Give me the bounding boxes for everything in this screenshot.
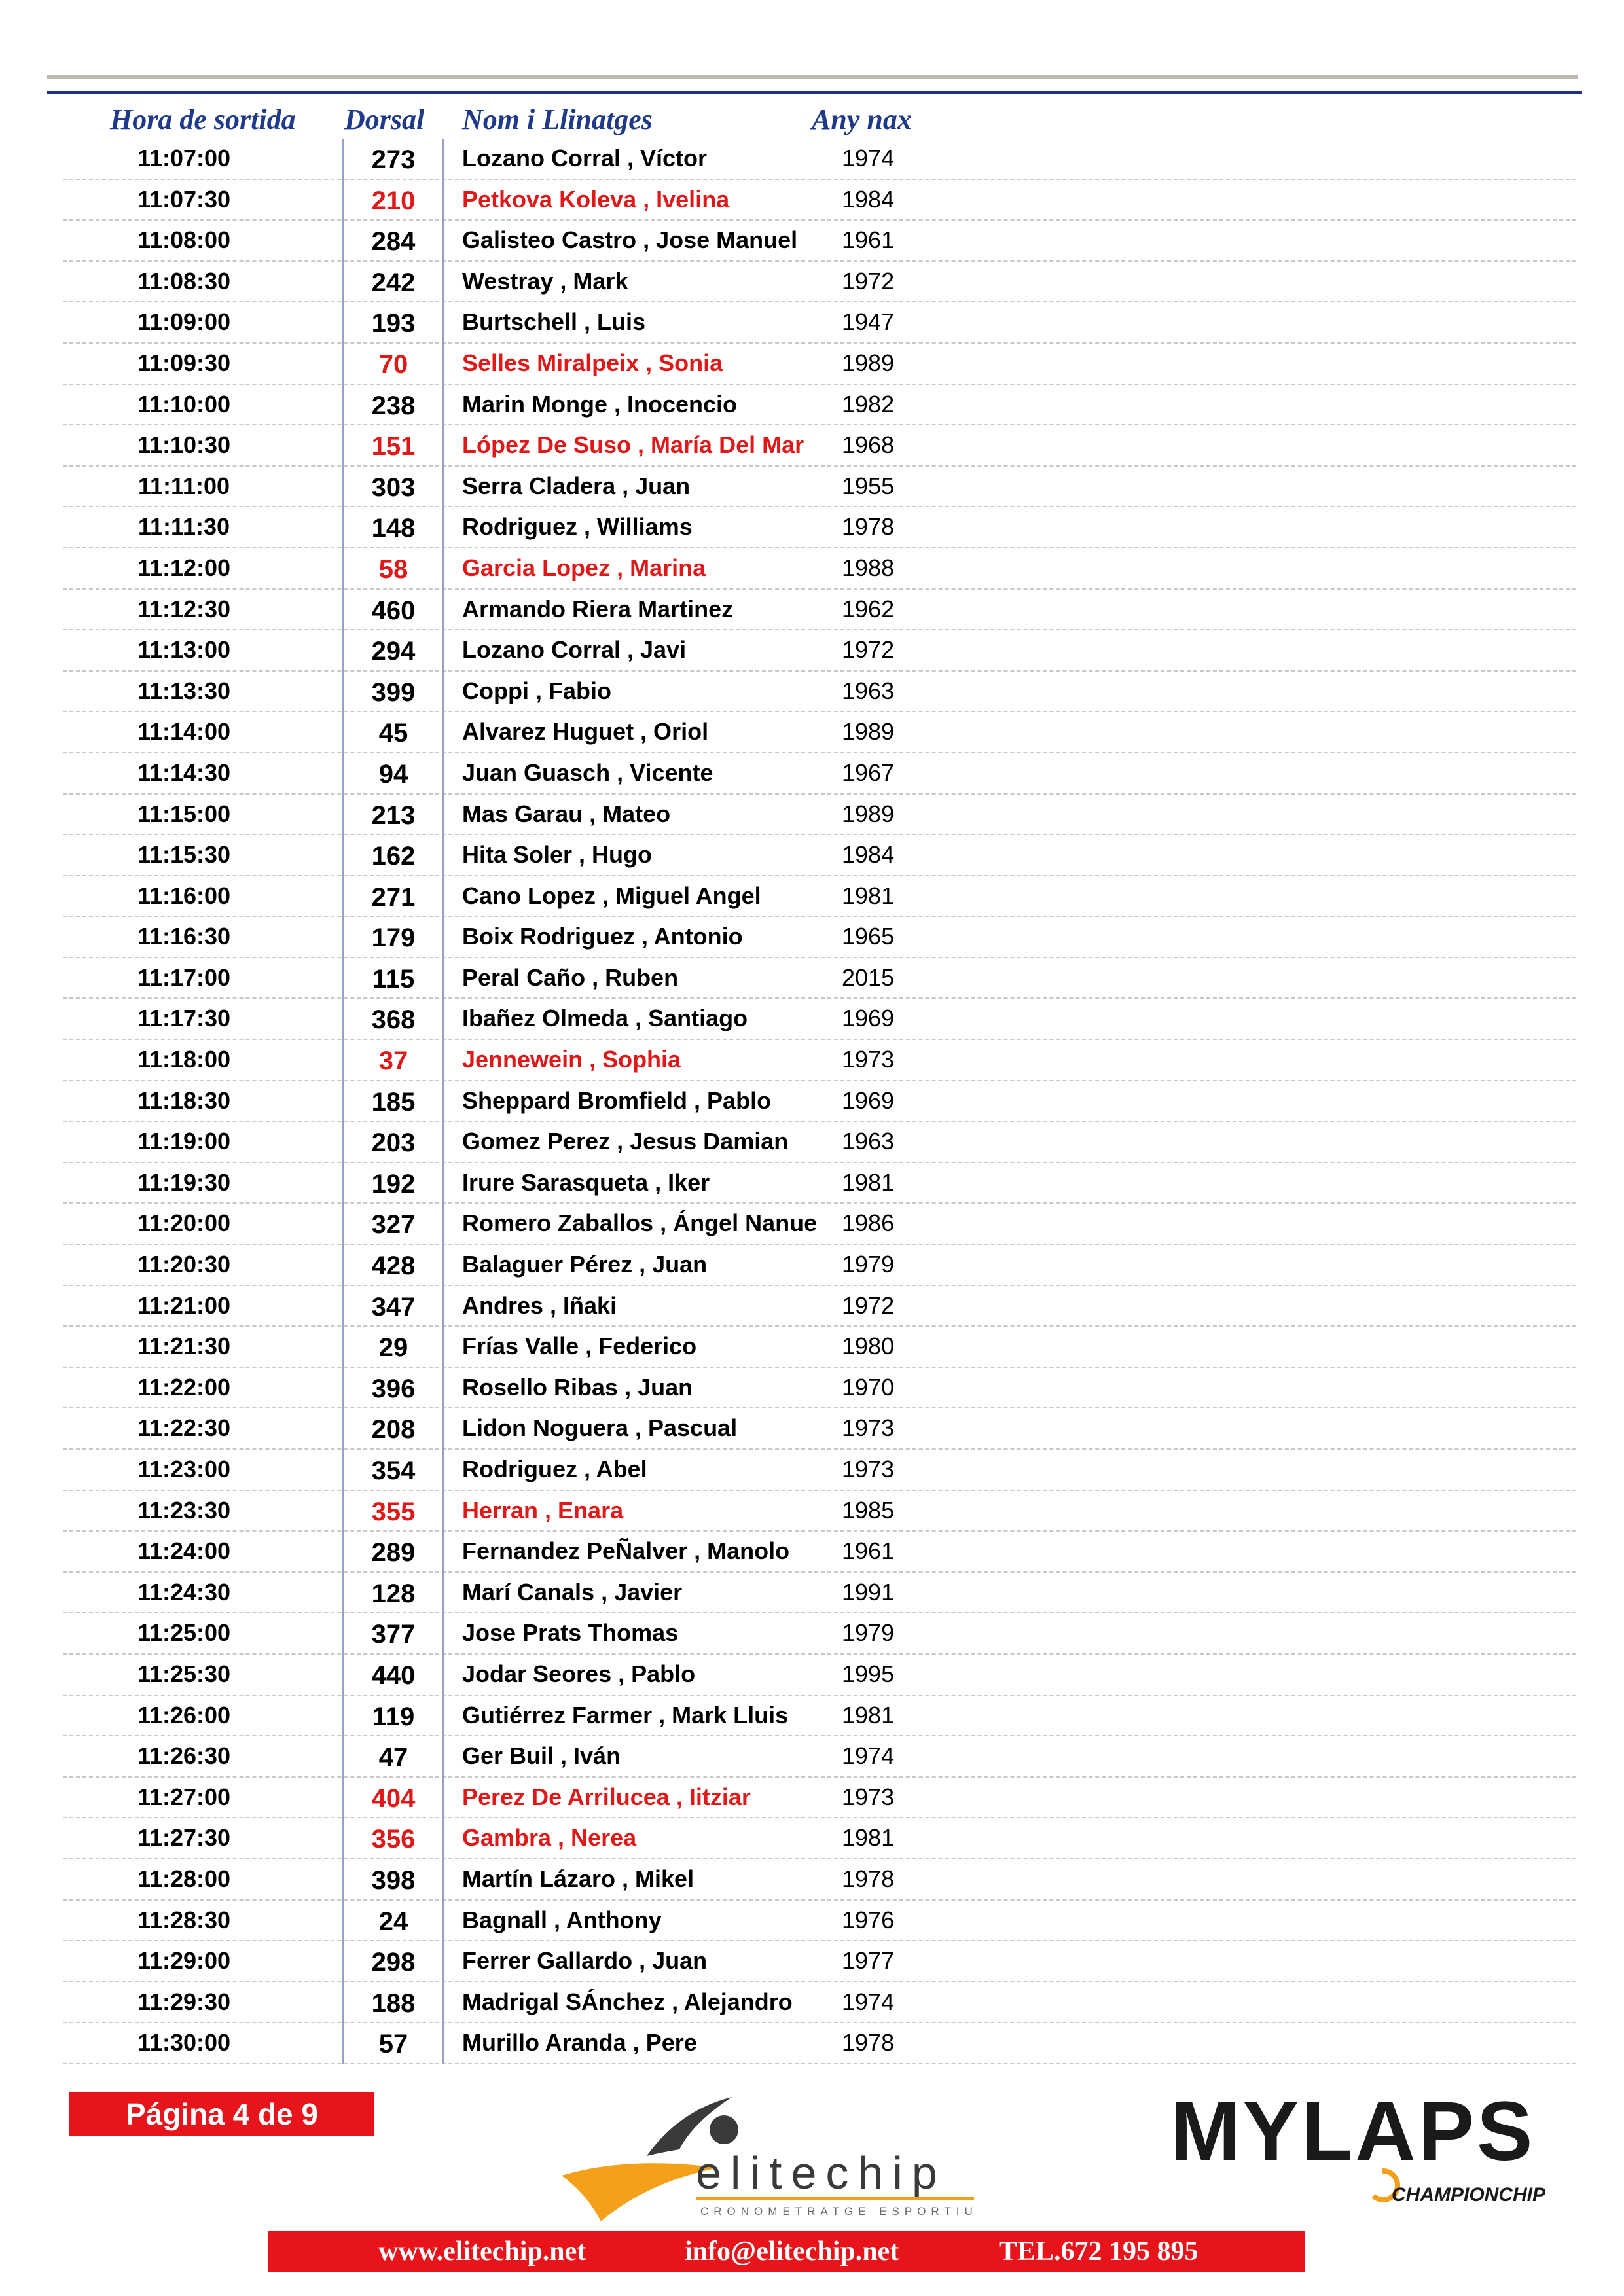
table-row: [63, 425, 1576, 467]
elitechip-swoosh-orange: [562, 2163, 719, 2221]
birth-year: 1976: [842, 1906, 895, 1933]
bib-number: 399: [342, 672, 444, 713]
bib-number: 193: [342, 302, 444, 344]
start-list-table: [0, 139, 1624, 2064]
bib-number: 327: [342, 1204, 444, 1245]
footer-contact-bar: [268, 2231, 1305, 2272]
start-time: 11:27:30: [137, 1824, 231, 1852]
participant-name: Westray , Mark: [462, 267, 628, 295]
bib-number: 440: [342, 1655, 444, 1696]
bib-number: 192: [342, 1163, 444, 1204]
start-time: 11:23:00: [137, 1456, 231, 1482]
start-time: 11:10:00: [137, 390, 231, 418]
birth-year: 1974: [842, 145, 895, 171]
table-row: [63, 344, 1576, 385]
table-row: [63, 590, 1576, 631]
start-time: 11:10:30: [137, 431, 231, 459]
table-row: [63, 958, 1576, 999]
start-time: 11:11:30: [137, 513, 230, 541]
start-time: 11:21:30: [137, 1333, 231, 1360]
footer-email-link[interactable]: info@elitechip.net: [685, 2236, 899, 2267]
participant-name: Peral Caño , Ruben: [462, 963, 679, 991]
birth-year: 1995: [842, 1660, 895, 1687]
birth-year: 1974: [842, 1742, 895, 1770]
table-row: [63, 1573, 1576, 1614]
participant-name: Jodar Seores , Pablo: [462, 1660, 696, 1687]
page-number-badge: Página 4 de 9: [69, 2092, 374, 2136]
bib-number: 208: [342, 1408, 444, 1450]
table-row: [63, 1040, 1576, 1081]
start-time: 11:14:00: [137, 718, 231, 745]
participant-name: Hita Soler , Hugo: [462, 841, 653, 869]
participant-name: Romero Zaballos , Ángel Nanue: [462, 1210, 818, 1237]
top-rule-blue: [47, 91, 1582, 94]
participant-name: Rodriguez , Abel: [462, 1456, 647, 1482]
birth-year: 1988: [842, 554, 895, 581]
participant-name: Rodriguez , Williams: [462, 513, 693, 541]
birth-year: 1985: [842, 1496, 895, 1524]
participant-name: Andres , Iñaki: [462, 1291, 617, 1319]
bib-number: 298: [342, 1941, 444, 1982]
participant-name: Juan Guasch , Vicente: [462, 759, 713, 786]
start-time: 11:22:00: [137, 1373, 231, 1401]
bib-number: 203: [342, 1122, 444, 1163]
bib-number: 289: [342, 1532, 444, 1573]
birth-year: 1979: [842, 1251, 895, 1278]
birth-year: 1972: [842, 267, 895, 295]
bib-number: 119: [342, 1696, 444, 1737]
table-row: [63, 1163, 1576, 1204]
participant-name: Mas Garau , Mateo: [462, 800, 671, 827]
start-time: 11:09:30: [137, 349, 231, 376]
start-time: 11:30:00: [137, 2029, 231, 2056]
participant-name: Ibañez Olmeda , Santiago: [462, 1005, 748, 1032]
table-row: [63, 1368, 1576, 1409]
bib-number: 29: [342, 1327, 444, 1368]
column-headers: [0, 99, 1624, 140]
table-row: [63, 139, 1576, 180]
start-time: 11:08:00: [137, 226, 231, 254]
elitechip-logo: [549, 2084, 994, 2241]
table-row: [63, 1778, 1576, 1819]
elitechip-wordmark: elitechip: [696, 2147, 947, 2198]
table-row: [63, 1286, 1576, 1327]
table-row: [63, 1245, 1576, 1286]
birth-year: 1991: [842, 1578, 895, 1605]
birth-year: 2015: [842, 963, 895, 991]
participant-name: Ger Buil , Iván: [462, 1742, 621, 1770]
mylaps-wordmark: MYLAPS: [1170, 2091, 1536, 2178]
participant-name: Fernandez PeÑalver , Manolo: [462, 1537, 790, 1565]
participant-name: Ferrer Gallardo , Juan: [462, 1947, 708, 1975]
bib-number: 356: [342, 1818, 444, 1859]
table-row: [63, 917, 1576, 958]
bib-number: 37: [342, 1040, 444, 1081]
participant-name: Petkova Koleva , Ivelina: [462, 185, 730, 213]
start-time: 11:25:00: [137, 1619, 231, 1647]
participant-name: Martín Lázaro , Mikel: [462, 1865, 695, 1892]
bib-number: 58: [342, 548, 444, 590]
mylaps-logo: [1165, 2091, 1571, 2222]
bib-number: 47: [342, 1736, 444, 1778]
participant-name: Lozano Corral , Javi: [462, 636, 687, 664]
participant-name: Balaguer Pérez , Juan: [462, 1251, 708, 1278]
header-bib: Dorsal: [344, 103, 425, 135]
bib-number: 294: [342, 630, 444, 672]
participant-name: Perez De Arrilucea , Iitziar: [462, 1783, 751, 1810]
elitechip-subtitle: CRONOMETRATGE ESPORTIU: [700, 2205, 978, 2217]
start-time: 11:07:00: [137, 145, 231, 171]
birth-year: 1963: [842, 677, 895, 704]
table-row: [63, 876, 1576, 918]
start-time: 11:25:30: [137, 1660, 231, 1687]
table-row: [63, 1901, 1576, 1942]
participant-name: Alvarez Huguet , Oriol: [462, 718, 709, 745]
birth-year: 1980: [842, 1333, 895, 1360]
table-row: [63, 1818, 1576, 1859]
table-row: [63, 385, 1576, 426]
table-row: [63, 1491, 1576, 1532]
start-time: 11:29:00: [137, 1947, 231, 1975]
birth-year: 1969: [842, 1086, 895, 1114]
birth-year: 1969: [842, 1005, 895, 1032]
birth-year: 1973: [842, 1783, 895, 1810]
participant-name: Gutiérrez Farmer , Mark Lluis: [462, 1701, 789, 1729]
participant-name: Jennewein , Sophia: [462, 1046, 681, 1073]
header-birth-year: Any nax: [812, 103, 912, 135]
bib-number: 94: [342, 753, 444, 795]
start-time: 11:14:30: [137, 759, 231, 786]
start-time: 11:08:30: [137, 267, 231, 295]
bib-number: 368: [342, 999, 444, 1040]
bib-number: 57: [342, 2023, 444, 2064]
table-row: [63, 302, 1576, 344]
table-row: [63, 1613, 1576, 1655]
start-time: 11:24:00: [137, 1537, 231, 1565]
participant-name: Selles Miralpeix , Sonia: [462, 349, 723, 376]
table-row: [63, 999, 1576, 1040]
start-time: 11:26:00: [137, 1701, 231, 1729]
participant-name: Gomez Perez , Jesus Damian: [462, 1128, 789, 1155]
bib-number: 151: [342, 425, 444, 467]
table-row: [63, 1696, 1576, 1737]
bib-number: 179: [342, 917, 444, 958]
table-row: [63, 1204, 1576, 1245]
start-time: 11:09:00: [137, 308, 231, 336]
birth-year: 1977: [842, 1947, 895, 1975]
bib-number: 213: [342, 795, 444, 836]
bib-number: 377: [342, 1613, 444, 1655]
start-time: 11:07:30: [137, 185, 231, 213]
table-row: [63, 1450, 1576, 1491]
table-row: [63, 1736, 1576, 1778]
bib-number: 404: [342, 1778, 444, 1819]
birth-year: 1978: [842, 513, 895, 541]
participant-name: Serra Cladera , Juan: [462, 472, 691, 499]
table-row: [63, 1081, 1576, 1122]
participant-name: Marí Canals , Javier: [462, 1578, 683, 1605]
bib-number: 396: [342, 1368, 444, 1409]
birth-year: 1967: [842, 759, 895, 786]
participant-name: Boix Rodriguez , Antonio: [462, 923, 743, 950]
start-time: 11:15:00: [137, 800, 231, 827]
birth-year: 1955: [842, 472, 895, 499]
start-time: 11:18:00: [137, 1046, 231, 1073]
birth-year: 1965: [842, 923, 895, 950]
birth-year: 1986: [842, 1210, 895, 1237]
header-name: Nom i Llinatges: [462, 103, 653, 135]
birth-year: 1981: [842, 1168, 895, 1196]
start-time: 11:18:30: [137, 1086, 231, 1114]
birth-year: 1970: [842, 1373, 895, 1401]
table-row: [63, 1941, 1576, 1982]
table-row: [63, 712, 1576, 753]
bib-number: 148: [342, 507, 444, 548]
table-row: [63, 1327, 1576, 1368]
table-row: [63, 2023, 1576, 2064]
bib-number: 128: [342, 1573, 444, 1614]
table-row: [63, 262, 1576, 303]
participant-name: Armando Riera Martinez: [462, 595, 734, 622]
birth-year: 1974: [842, 1988, 895, 2015]
table-row: [63, 1859, 1576, 1901]
birth-year: 1989: [842, 718, 895, 745]
birth-year: 1961: [842, 1537, 895, 1565]
bib-number: 115: [342, 958, 444, 999]
table-row: [63, 835, 1576, 876]
bib-number: 70: [342, 344, 444, 385]
start-time: 11:27:00: [137, 1783, 231, 1810]
table-row: [63, 507, 1576, 548]
header-start-time: Hora de sortida: [110, 103, 296, 135]
participant-name: Cano Lopez , Miguel Angel: [462, 882, 761, 909]
participant-name: Gambra , Nerea: [462, 1824, 637, 1852]
birth-year: 1972: [842, 636, 895, 664]
table-row: [63, 1408, 1576, 1450]
birth-year: 1981: [842, 882, 895, 909]
birth-year: 1947: [842, 308, 895, 336]
start-time: 11:21:00: [137, 1291, 231, 1319]
championchip-wordmark: CHAMPIONCHIP: [1392, 2184, 1546, 2206]
bib-number: 428: [342, 1245, 444, 1286]
birth-year: 1989: [842, 349, 895, 376]
bib-number: 273: [342, 139, 444, 180]
start-time: 11:19:00: [137, 1128, 231, 1155]
table-row: [63, 672, 1576, 713]
bib-number: 210: [342, 180, 444, 221]
birth-year: 1973: [842, 1046, 895, 1073]
start-time: 11:13:00: [137, 636, 231, 664]
bib-number: 354: [342, 1450, 444, 1491]
birth-year: 1968: [842, 431, 895, 459]
start-time: 11:16:00: [137, 882, 231, 909]
start-time: 11:24:30: [137, 1578, 231, 1605]
participant-name: Burtschell , Luis: [462, 308, 646, 336]
start-time: 11:12:30: [137, 595, 231, 622]
bib-number: 271: [342, 876, 444, 918]
bib-number: 162: [342, 835, 444, 876]
start-time: 11:28:00: [137, 1865, 231, 1892]
birth-year: 1973: [842, 1414, 895, 1442]
start-time: 11:22:30: [137, 1414, 231, 1442]
participant-name: Lozano Corral , Víctor: [462, 145, 708, 171]
bib-number: 303: [342, 467, 444, 508]
participant-name: Lidon Noguera , Pascual: [462, 1414, 738, 1442]
start-time: 11:28:30: [137, 1906, 231, 1933]
participant-name: Rosello Ribas , Juan: [462, 1373, 693, 1401]
bib-number: 284: [342, 221, 444, 262]
table-row: [63, 180, 1576, 221]
start-time: 11:23:30: [137, 1496, 231, 1524]
birth-year: 1984: [842, 841, 895, 869]
participant-name: Galisteo Castro , Jose Manuel: [462, 226, 798, 254]
start-time: 11:26:30: [137, 1742, 231, 1770]
bib-number: 24: [342, 1901, 444, 1942]
start-time: 11:11:00: [137, 472, 230, 499]
table-row: [63, 795, 1576, 836]
start-time: 11:20:30: [137, 1251, 231, 1278]
bib-number: 398: [342, 1859, 444, 1901]
birth-year: 1978: [842, 1865, 895, 1892]
participant-name: Herran , Enara: [462, 1496, 624, 1524]
participant-name: Sheppard Bromfield , Pablo: [462, 1086, 772, 1114]
table-row: [63, 221, 1576, 262]
participant-name: Frías Valle , Federico: [462, 1333, 697, 1360]
start-time: 11:20:00: [137, 1210, 231, 1237]
birth-year: 1982: [842, 390, 895, 418]
bib-number: 238: [342, 385, 444, 426]
participant-name: López De Suso , María Del Mar: [462, 431, 804, 459]
footer-website-link[interactable]: www.elitechip.net: [378, 2236, 586, 2267]
bib-number: 188: [342, 1982, 444, 2024]
start-time: 11:29:30: [137, 1988, 231, 2015]
table-row: [63, 548, 1576, 590]
start-time: 11:19:30: [137, 1168, 231, 1196]
birth-year: 1961: [842, 226, 895, 254]
participant-name: Irure Sarasqueta , Iker: [462, 1168, 710, 1196]
participant-name: Garcia Lopez , Marina: [462, 554, 706, 581]
birth-year: 1973: [842, 1456, 895, 1482]
table-row: [63, 1982, 1576, 2024]
footer-phone: TEL.672 195 895: [999, 2236, 1199, 2267]
start-time: 11:17:30: [137, 1005, 231, 1032]
start-time: 11:17:00: [137, 963, 231, 991]
bib-number: 347: [342, 1286, 444, 1327]
table-row: [63, 1122, 1576, 1163]
birth-year: 1981: [842, 1824, 895, 1852]
table-row: [63, 467, 1576, 508]
participant-name: Bagnall , Anthony: [462, 1906, 662, 1933]
start-time: 11:12:00: [137, 554, 231, 581]
participant-name: Murillo Aranda , Pere: [462, 2029, 697, 2056]
bib-number: 45: [342, 712, 444, 753]
table-row: [63, 1532, 1576, 1573]
birth-year: 1984: [842, 185, 895, 213]
start-time: 11:16:30: [137, 923, 231, 950]
birth-year: 1989: [842, 800, 895, 827]
birth-year: 1979: [842, 1619, 895, 1647]
bib-number: 242: [342, 262, 444, 303]
table-row: [63, 630, 1576, 672]
birth-year: 1963: [842, 1128, 895, 1155]
table-row: [63, 753, 1576, 795]
birth-year: 1972: [842, 1291, 895, 1319]
start-time: 11:13:30: [137, 677, 231, 704]
birth-year: 1981: [842, 1701, 895, 1729]
participant-name: Marin Monge , Inocencio: [462, 390, 738, 418]
table-row: [63, 1655, 1576, 1696]
participant-name: Coppi , Fabio: [462, 677, 611, 704]
birth-year: 1978: [842, 2029, 895, 2056]
start-time: 11:15:30: [137, 841, 231, 869]
bib-number: 185: [342, 1081, 444, 1122]
elitechip-runner-head: [710, 2115, 738, 2144]
participant-name: Jose Prats Thomas: [462, 1619, 679, 1647]
participant-name: Madrigal SÁnchez , Alejandro: [462, 1988, 793, 2015]
birth-year: 1962: [842, 595, 895, 622]
top-rule-gray: [47, 75, 1578, 79]
bib-number: 460: [342, 590, 444, 631]
bib-number: 355: [342, 1491, 444, 1532]
